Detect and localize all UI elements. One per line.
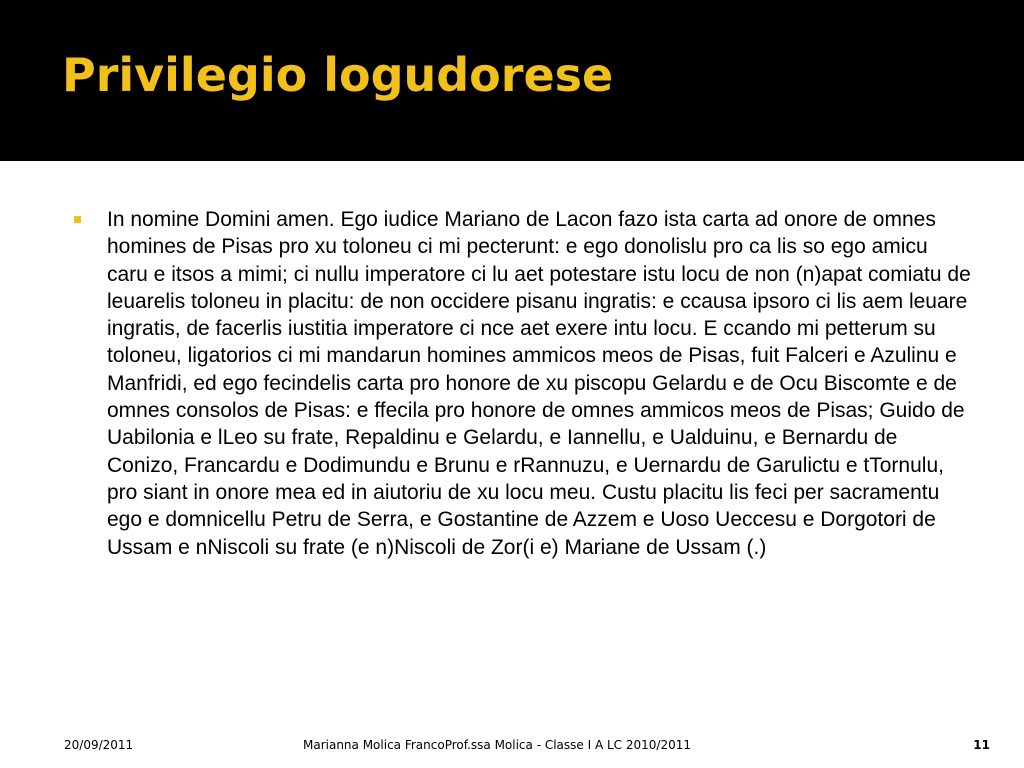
bullet-square-icon — [74, 216, 81, 223]
title-divider-gap — [0, 161, 1024, 164]
footer-page-number: 11 — [973, 738, 990, 752]
slide-content — [74, 206, 974, 561]
slide-title: Privilegio logudorese — [62, 48, 614, 102]
footer-author: Marianna Molica FrancoProf.ssa Molica - Classe I A LC 2010/2011 — [303, 738, 691, 752]
body-paragraph: In nomine Domini amen. Ego iudice Mariano de Lacon fazo ista carta ad onore de omnes homines de Pisas pro xu toloneu ci mi pecterunt: e ego donolislu pro ca lis so ego amicu caru e itsos a mimi; ci nullu imperatore ci lu aet potestare istu locu de non (n)apat comiatu de leuarelis toloneu in placitu: de non occidere pisanu ingratis: e ccausa ipsoro ci lis aem leuare ingratis, de facerlis iustitia imperatore ci nce aet exere intu locu. E ccando mi petterum su toloneu, ligatorios ci mi mandarun homines ammicos meos de Pisas, fuit Falceri e Azulinu e Manfridi, ed ego fecindelis carta pro honore de xu piscopu Gelardu e de Ocu Biscomte e de omnes consolos de Pisas: e ffecila pro honore de omnes ammicos meos de Pisas; Guido de Uabilonia e lLeo su frate, Repaldinu e Gelardu, e Iannellu, e Ualduinu, e Bernardu de Conizo, Francardu e Dodimundu e Brunu e rRannuzu, e Uernardu de Garulictu e tTornulu, pro siant in onore mea ed in aiutoriu de xu locu meu. Custu placitu lis feci per sacramentu ego e domnicellu Petru de Serra, e Gostantine de Azzem e Uoso Ueccesu e Dorgotori de Ussam e nNiscoli su frate (e n)Niscoli de Zor(i e) Mariane de Ussam (.) — [107, 208, 971, 559]
footer-date: 20/09/2011 — [64, 738, 134, 752]
title-band — [0, 0, 1024, 158]
